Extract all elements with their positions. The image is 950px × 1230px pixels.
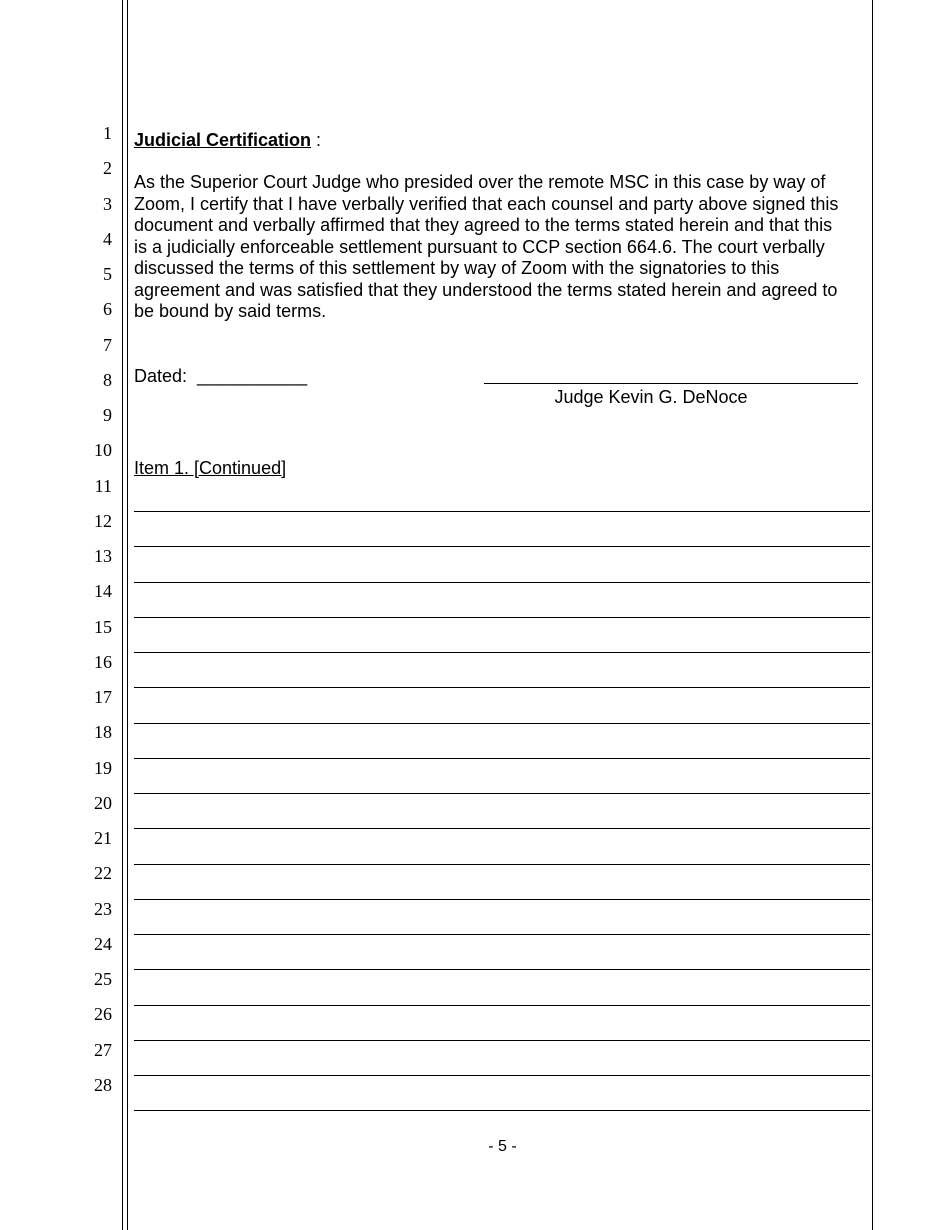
judge-name: Judge Kevin G. DeNoce [554, 387, 748, 407]
paragraph-line: document and verbally affirmed that they agreed to the terms stated herein and that this [134, 215, 833, 235]
paragraph-line: agreement and was satisfied that they understood the terms stated herein and agreed to [134, 279, 838, 300]
line-number: 16 [94, 651, 112, 672]
blank-rule-line [134, 511, 870, 512]
blank-rule-line [134, 934, 870, 935]
line-number: 25 [94, 969, 112, 989]
line-number: 6 [103, 299, 112, 320]
line-number: 2 [103, 158, 112, 179]
blank-rule-line [134, 546, 870, 547]
judicial-certification-heading: Judicial Certification [134, 130, 312, 150]
left-margin-rule-outer [122, 0, 123, 1230]
blank-rule-line [134, 864, 870, 865]
line-number: 5 [103, 264, 112, 284]
dated-field: Dated: ___________ [134, 366, 308, 386]
line-number: 26 [94, 1004, 112, 1025]
blank-rule-line [134, 652, 870, 653]
blank-rule-line [134, 758, 870, 759]
line-number: 13 [94, 546, 112, 566]
line-number: 27 [94, 1039, 112, 1060]
line-number: 22 [94, 863, 112, 884]
item-title: Item 1. [Continued] [134, 458, 287, 478]
line-number: 14 [94, 581, 112, 602]
paragraph-line: is a judicially enforceable settlement pursuant to CCP section 664.6. The court verbally [134, 236, 825, 257]
pleading-line-numbers [0, 0, 112, 1230]
judge-signature-line [484, 383, 858, 384]
blank-rule-line [134, 723, 870, 724]
line-number: 4 [103, 228, 112, 249]
blank-rule-line [134, 1040, 870, 1041]
line-number: 21 [94, 828, 112, 848]
blank-rule-line [134, 1005, 870, 1006]
blank-rule-line [134, 1110, 870, 1111]
page-number: - 5 - [488, 1138, 517, 1155]
certification-paragraph [134, 172, 874, 323]
line-number: 17 [94, 687, 112, 707]
paragraph-line: discussed the terms of this settlement by way of Zoom with the signatories to this [134, 258, 780, 278]
line-number: 10 [94, 440, 112, 461]
line-number: 24 [94, 933, 112, 954]
line-number: 8 [103, 369, 112, 390]
blank-rule-line [134, 793, 870, 794]
line-number: 18 [94, 722, 112, 743]
blank-rule-line [134, 828, 870, 829]
left-margin-rule-inner [127, 0, 128, 1230]
paragraph-line: As the Superior Court Judge who presided over the remote MSC in this case by way of [134, 172, 826, 192]
line-number: 19 [94, 757, 112, 778]
heading-colon: : [316, 130, 322, 150]
paragraph-line: Zoom, I certify that I have verbally verified that each counsel and party above signed this [134, 193, 839, 214]
line-number: 11 [94, 475, 112, 496]
line-number: 20 [94, 792, 112, 813]
line-number: 12 [94, 510, 112, 531]
line-number: 3 [103, 193, 112, 214]
line-number: 1 [103, 123, 112, 143]
blank-rule-line [134, 969, 870, 970]
paragraph-line: be bound by said terms. [134, 301, 327, 321]
blank-rule-line [134, 1075, 870, 1076]
line-number: 28 [94, 1074, 112, 1095]
line-number: 7 [103, 334, 112, 355]
line-number: 15 [94, 616, 112, 637]
line-number: 9 [103, 405, 112, 425]
blank-rule-line [134, 899, 870, 900]
line-number: 23 [94, 898, 112, 919]
blank-rule-line [134, 617, 870, 618]
blank-rule-line [134, 582, 870, 583]
blank-rule-line [134, 687, 870, 688]
